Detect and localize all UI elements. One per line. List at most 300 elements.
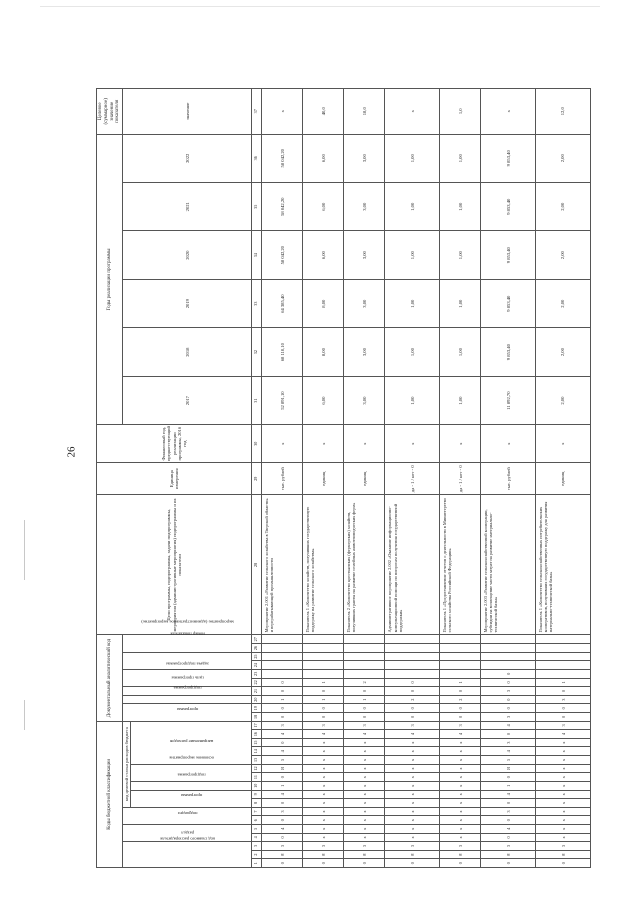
header-year-2021: 2021 bbox=[123, 183, 252, 231]
scan-artifact-margin bbox=[24, 700, 25, 730]
row-value-2018: 9 853,40 bbox=[481, 328, 536, 376]
code-cell bbox=[440, 669, 481, 678]
code-cell: х bbox=[440, 833, 481, 842]
row-unit: да - 1 / нет - 0 bbox=[385, 463, 440, 495]
row-value-2018: 8,00 bbox=[303, 328, 344, 376]
code-cell: 3 bbox=[536, 695, 591, 704]
code-cell bbox=[440, 652, 481, 661]
code-cell: 0 bbox=[481, 678, 536, 687]
code-cell bbox=[262, 644, 303, 653]
code-cell: 3 bbox=[536, 721, 591, 730]
column-index-34: 34 bbox=[252, 231, 262, 279]
row-name: Показатель 1 «Количество хозяйств, получивших государственную поддержку на развитие сельского хозяйства» bbox=[303, 495, 344, 635]
code-cell: 4 bbox=[303, 730, 344, 739]
row-value-2020: 1,00 bbox=[440, 231, 481, 279]
column-index-13: 13 bbox=[252, 756, 262, 765]
code-cell: 3 bbox=[385, 842, 440, 851]
column-index-8: 8 bbox=[252, 799, 262, 808]
code-cell: 1 bbox=[303, 695, 344, 704]
column-index-6: 6 bbox=[252, 816, 262, 825]
code-cell: 0 bbox=[481, 730, 536, 739]
column-index-10: 10 bbox=[252, 781, 262, 790]
column-index-14: 14 bbox=[252, 747, 262, 756]
code-cell: х bbox=[536, 790, 591, 799]
code-cell: х bbox=[344, 790, 385, 799]
code-cell: х bbox=[440, 799, 481, 808]
column-index-12: 12 bbox=[252, 764, 262, 773]
table-row bbox=[262, 89, 303, 868]
page-number: 26 bbox=[65, 446, 78, 458]
code-cell: х bbox=[385, 747, 440, 756]
column-index-31: 31 bbox=[252, 376, 262, 424]
code-cell: х bbox=[303, 764, 344, 773]
code-cell: х bbox=[344, 747, 385, 756]
code-cell: 4 bbox=[481, 747, 536, 756]
code-cell: 0 bbox=[262, 713, 303, 722]
row-value-2021: 1,00 bbox=[385, 183, 440, 231]
row-name: Административное мероприятие 2.002 «Оказание информационно-консультационной помощи по вопросам получения государственной поддержки» bbox=[385, 495, 440, 635]
row-unit: да - 1 / нет - 0 bbox=[440, 463, 481, 495]
code-cell: 2 bbox=[385, 695, 440, 704]
code-cell: 3 bbox=[262, 721, 303, 730]
header-document-code: Документальный аналитический код bbox=[97, 635, 123, 721]
row-value-2017: 2,00 bbox=[536, 376, 591, 424]
header-grbs: код главного распорядителя bbox=[123, 842, 252, 868]
code-cell: х bbox=[303, 824, 344, 833]
code-cell: х bbox=[344, 773, 385, 782]
code-cell: х bbox=[303, 773, 344, 782]
code-cell: 3 bbox=[481, 807, 536, 816]
code-cell: 1 bbox=[440, 678, 481, 687]
row-value-2021: 58 042,20 bbox=[262, 183, 303, 231]
code-cell: 3 bbox=[385, 721, 440, 730]
column-index-22: 22 bbox=[252, 678, 262, 687]
code-cell bbox=[344, 661, 385, 670]
row-name: Показатель 1 «Предоставление отчетов о деятельности в Министерство сельского хозяйства Российской Федерации» bbox=[440, 495, 481, 635]
code-cell: 0 bbox=[481, 859, 536, 868]
row-value-2020: 9 853,40 bbox=[481, 231, 536, 279]
code-cell: 4 bbox=[344, 730, 385, 739]
column-index-5: 5 bbox=[252, 824, 262, 833]
code-cell: х bbox=[440, 790, 481, 799]
code-cell: х bbox=[385, 756, 440, 765]
code-cell: 0 bbox=[262, 816, 303, 825]
column-index-36: 36 bbox=[252, 134, 262, 182]
code-cell: 0 bbox=[303, 704, 344, 713]
code-cell: 3 bbox=[303, 842, 344, 851]
header-year-2018: 2018 bbox=[123, 328, 252, 376]
column-index-25: 25 bbox=[252, 652, 262, 661]
header-years: Годы реализации программы bbox=[97, 134, 123, 425]
column-index-24: 24 bbox=[252, 661, 262, 670]
code-cell: 0 bbox=[262, 678, 303, 687]
row-value-2019: 64 385,40 bbox=[262, 279, 303, 327]
header-cel: цель программы bbox=[123, 687, 252, 696]
code-cell: 4 bbox=[385, 730, 440, 739]
row-value-2021: 1,00 bbox=[440, 183, 481, 231]
code-cell: х bbox=[440, 816, 481, 825]
column-index-15: 15 bbox=[252, 738, 262, 747]
code-cell: х bbox=[440, 738, 481, 747]
code-cell: 8 bbox=[481, 850, 536, 859]
column-index-23: 23 bbox=[252, 669, 262, 678]
code-cell: 3 bbox=[481, 713, 536, 722]
code-cell bbox=[303, 644, 344, 653]
row-unit: единиц bbox=[536, 463, 591, 495]
code-cell bbox=[536, 635, 591, 644]
code-cell: 3 bbox=[481, 842, 536, 851]
row-name: Показатель 2 «Количество крестьянских (фермерских) хозяйств, получивших гранты на развитие семейных животноводческих ферм» bbox=[344, 495, 385, 635]
code-cell: 0 bbox=[262, 773, 303, 782]
row-value-2021: 2,00 bbox=[536, 183, 591, 231]
code-cell bbox=[262, 661, 303, 670]
code-cell: х bbox=[303, 756, 344, 765]
code-cell: 0 bbox=[440, 859, 481, 868]
column-index-4: 4 bbox=[252, 833, 262, 842]
column-index-16: 16 bbox=[252, 730, 262, 739]
column-index-32: 32 bbox=[252, 328, 262, 376]
document-table-area bbox=[96, 88, 591, 868]
code-cell: 0 bbox=[536, 704, 591, 713]
code-cell: 4 bbox=[536, 730, 591, 739]
column-index-27: 27 bbox=[252, 635, 262, 644]
row-name: Мероприятие 2.003 «Развитие сельскохозяйственной кооперации, субсидии на возмещение части затрат на развитие материально-технической базы» bbox=[481, 495, 536, 635]
code-cell: х bbox=[344, 764, 385, 773]
code-cell: 4 bbox=[481, 824, 536, 833]
header-osn-meropr: основное мероприятие bbox=[131, 764, 252, 781]
row-value-2017: 1,00 bbox=[385, 376, 440, 424]
code-cell: х bbox=[385, 773, 440, 782]
row-value-2019: 1,00 bbox=[440, 279, 481, 327]
code-cell bbox=[536, 652, 591, 661]
code-cell: х bbox=[536, 833, 591, 842]
column-index-29: 29 bbox=[252, 463, 262, 495]
row-fin-year: х bbox=[536, 425, 591, 463]
code-cell bbox=[303, 635, 344, 644]
header-podrazdel: подраздел bbox=[123, 807, 252, 824]
code-cell: х bbox=[385, 816, 440, 825]
row-final-value: 1,0 bbox=[440, 89, 481, 135]
code-cell bbox=[440, 661, 481, 670]
column-index-1: 1 bbox=[252, 859, 262, 868]
table-row bbox=[303, 89, 344, 868]
code-cell: х bbox=[440, 756, 481, 765]
code-cell: х bbox=[440, 781, 481, 790]
row-value-2022: 3,00 bbox=[344, 134, 385, 182]
code-cell: х bbox=[440, 773, 481, 782]
header-name: Цели программы, подпрограммы, задачи подпрограммы, мероприятия (административные мероприятия) подпрограммы и их показатели bbox=[97, 495, 252, 635]
code-cell: 8 bbox=[262, 850, 303, 859]
code-cell: х bbox=[385, 790, 440, 799]
row-value-2022: 1,00 bbox=[385, 134, 440, 182]
row-value-2022: 1,00 bbox=[440, 134, 481, 182]
code-cell: 0 bbox=[385, 687, 440, 696]
column-index-7: 7 bbox=[252, 807, 262, 816]
code-cell bbox=[344, 635, 385, 644]
scan-artifact-top bbox=[40, 6, 600, 7]
code-cell: 0 bbox=[262, 799, 303, 808]
row-value-2021: 3,00 bbox=[344, 183, 385, 231]
row-value-2017: 3,00 bbox=[344, 376, 385, 424]
header-meropriyatie: мероприятие (административное мероприятие) bbox=[123, 652, 252, 669]
row-value-2020: 3,00 bbox=[344, 231, 385, 279]
code-cell: 0 bbox=[344, 704, 385, 713]
row-final-value: 12,0 bbox=[536, 89, 591, 135]
row-fin-year: х bbox=[440, 425, 481, 463]
code-cell: 0 bbox=[344, 687, 385, 696]
code-cell: 4 bbox=[262, 824, 303, 833]
header-pokazatel: номер показателя bbox=[123, 635, 252, 652]
code-cell: 3 bbox=[262, 807, 303, 816]
code-cell bbox=[303, 669, 344, 678]
row-value-2019: 8,00 bbox=[303, 279, 344, 327]
code-cell: 0 bbox=[536, 687, 591, 696]
code-cell bbox=[303, 652, 344, 661]
header-year-2019: 2019 bbox=[123, 279, 252, 327]
row-value-2018: 2,00 bbox=[536, 328, 591, 376]
code-cell: Я bbox=[481, 764, 536, 773]
code-cell: 0 bbox=[303, 687, 344, 696]
row-unit: единиц bbox=[344, 463, 385, 495]
code-cell bbox=[385, 652, 440, 661]
code-cell: х bbox=[536, 824, 591, 833]
code-cell: 3 bbox=[440, 721, 481, 730]
column-index-28: 28 bbox=[252, 495, 262, 635]
row-value-2017: 1,00 bbox=[440, 376, 481, 424]
code-cell: 0 bbox=[262, 738, 303, 747]
header-programma: программа bbox=[131, 790, 252, 807]
column-index-9: 9 bbox=[252, 790, 262, 799]
column-index-11: 11 bbox=[252, 773, 262, 782]
column-index-30: 30 bbox=[252, 425, 262, 463]
code-cell: х bbox=[385, 781, 440, 790]
code-cell: 4 bbox=[262, 790, 303, 799]
column-index-3: 3 bbox=[252, 842, 262, 851]
header-napravlenie: направление расходов bbox=[131, 721, 252, 764]
table-row bbox=[440, 89, 481, 868]
code-cell: х bbox=[344, 816, 385, 825]
code-cell bbox=[481, 661, 536, 670]
row-final-value: 18,0 bbox=[344, 89, 385, 135]
table-row bbox=[344, 89, 385, 868]
row-final-value: 40,0 bbox=[303, 89, 344, 135]
code-cell: 1 bbox=[262, 695, 303, 704]
row-value-2018: 68 110,10 bbox=[262, 328, 303, 376]
row-value-2019: 9 853,40 bbox=[481, 279, 536, 327]
row-value-2019: 1,00 bbox=[385, 279, 440, 327]
code-cell: х bbox=[440, 747, 481, 756]
code-cell: х bbox=[440, 764, 481, 773]
code-cell bbox=[440, 644, 481, 653]
program-table bbox=[96, 88, 591, 868]
code-cell: х bbox=[344, 807, 385, 816]
code-cell: х bbox=[303, 799, 344, 808]
code-cell: х bbox=[303, 738, 344, 747]
row-fin-year: х bbox=[262, 425, 303, 463]
code-cell: 3 bbox=[303, 721, 344, 730]
code-cell: 1 bbox=[303, 678, 344, 687]
code-cell bbox=[481, 652, 536, 661]
code-cell: 3 bbox=[481, 687, 536, 696]
row-value-2019: 2,00 bbox=[536, 279, 591, 327]
row-value-2018: 1,00 bbox=[440, 328, 481, 376]
code-cell: 0 bbox=[344, 713, 385, 722]
column-index-33: 33 bbox=[252, 279, 262, 327]
code-cell: х bbox=[344, 799, 385, 808]
code-cell: 3 bbox=[536, 842, 591, 851]
code-cell: 4 bbox=[440, 730, 481, 739]
row-fin-year: х bbox=[344, 425, 385, 463]
code-cell: х bbox=[536, 747, 591, 756]
code-cell: х bbox=[536, 773, 591, 782]
row-value-2020: 58 042,20 bbox=[262, 231, 303, 279]
code-cell: х bbox=[385, 799, 440, 808]
code-cell bbox=[262, 652, 303, 661]
row-value-2018: 3,00 bbox=[344, 328, 385, 376]
code-cell: х bbox=[536, 764, 591, 773]
column-index-26: 26 bbox=[252, 644, 262, 653]
code-cell: 3 bbox=[440, 842, 481, 851]
code-cell: х bbox=[344, 738, 385, 747]
code-cell: 0 bbox=[481, 799, 536, 808]
code-cell bbox=[262, 669, 303, 678]
code-cell: 2 bbox=[440, 695, 481, 704]
code-cell: Я bbox=[262, 764, 303, 773]
row-unit: единиц bbox=[303, 463, 344, 495]
row-value-2020: 1,00 bbox=[385, 231, 440, 279]
code-cell: 0 bbox=[262, 704, 303, 713]
row-value-2018: 1,00 bbox=[385, 328, 440, 376]
row-value-2021: 9 853,40 bbox=[481, 183, 536, 231]
code-cell: 1 bbox=[344, 695, 385, 704]
row-value-2021: 6,00 bbox=[303, 183, 344, 231]
code-cell bbox=[536, 644, 591, 653]
header-year-2017: 2017 bbox=[123, 376, 252, 424]
code-cell: 4 bbox=[481, 721, 536, 730]
code-cell: 0 bbox=[440, 687, 481, 696]
code-cell: 2 bbox=[344, 678, 385, 687]
column-index-37: 37 bbox=[252, 89, 262, 135]
code-cell: 1 bbox=[536, 678, 591, 687]
header-year-2020: 2020 bbox=[123, 231, 252, 279]
code-cell bbox=[262, 635, 303, 644]
code-cell: х bbox=[536, 756, 591, 765]
row-unit: тыс. рублей bbox=[481, 463, 536, 495]
code-cell: 0 bbox=[481, 833, 536, 842]
code-cell: 8 bbox=[385, 850, 440, 859]
code-cell: 0 bbox=[481, 669, 536, 678]
code-cell: 0 bbox=[481, 816, 536, 825]
code-cell bbox=[344, 644, 385, 653]
code-cell: 0 bbox=[262, 687, 303, 696]
row-fin-year: х bbox=[303, 425, 344, 463]
code-cell: х bbox=[440, 807, 481, 816]
header-razdel: раздел bbox=[123, 824, 252, 841]
code-cell: х bbox=[344, 756, 385, 765]
code-cell: 0 bbox=[481, 695, 536, 704]
code-cell bbox=[385, 644, 440, 653]
code-cell: х bbox=[303, 816, 344, 825]
code-cell: 3 bbox=[262, 842, 303, 851]
code-cell: 0 bbox=[385, 713, 440, 722]
code-cell: 8 bbox=[536, 850, 591, 859]
row-name: Показатель 1 «Количество сельскохозяйственных потребительских кооперативов, получивших государственную поддержку для развития материально-технической базы» bbox=[536, 495, 591, 635]
row-value-2019: 3,00 bbox=[344, 279, 385, 327]
header-final-value: значение bbox=[123, 89, 252, 135]
code-cell bbox=[303, 661, 344, 670]
code-cell: 0 bbox=[385, 678, 440, 687]
code-cell: 8 bbox=[303, 850, 344, 859]
code-cell bbox=[344, 669, 385, 678]
code-cell: 3 bbox=[481, 738, 536, 747]
code-cell: 3 bbox=[344, 842, 385, 851]
code-cell bbox=[344, 652, 385, 661]
header-podprogramma: подпрограмма bbox=[131, 781, 252, 790]
code-cell: х bbox=[344, 781, 385, 790]
code-cell: 0 bbox=[344, 859, 385, 868]
table-row bbox=[385, 89, 440, 868]
code-cell: 0 bbox=[536, 713, 591, 722]
code-cell: х bbox=[303, 781, 344, 790]
row-value-2020: 2,00 bbox=[536, 231, 591, 279]
header-zadacha: задача подпрограммы bbox=[123, 669, 252, 686]
code-cell: 1 bbox=[481, 781, 536, 790]
scan-artifact-margin bbox=[24, 520, 25, 580]
row-value-2022: 58 042,20 bbox=[262, 134, 303, 182]
code-cell: 0 bbox=[481, 773, 536, 782]
code-cell: х bbox=[536, 781, 591, 790]
column-index-20: 20 bbox=[252, 695, 262, 704]
header-kod-group: код целевой статьи расходов бюджета bbox=[123, 721, 131, 807]
code-cell: 0 bbox=[385, 859, 440, 868]
row-value-2017: 52 891,10 bbox=[262, 376, 303, 424]
row-value-2022: 9 853,40 bbox=[481, 134, 536, 182]
row-final-value: х bbox=[262, 89, 303, 135]
column-index-21: 21 bbox=[252, 687, 262, 696]
code-cell bbox=[481, 635, 536, 644]
header-doc-programma: программа bbox=[123, 704, 252, 721]
table-row bbox=[536, 89, 591, 868]
code-cell bbox=[440, 635, 481, 644]
code-cell: 4 bbox=[262, 747, 303, 756]
code-cell: х bbox=[385, 807, 440, 816]
code-cell: х bbox=[344, 824, 385, 833]
table-row bbox=[481, 89, 536, 868]
code-cell: х bbox=[536, 738, 591, 747]
header-final: Целевое (суммарное) значение показателя bbox=[97, 89, 123, 135]
code-cell: 0 bbox=[481, 704, 536, 713]
code-cell: х bbox=[385, 764, 440, 773]
code-cell: х bbox=[385, 833, 440, 842]
code-cell: 0 bbox=[536, 859, 591, 868]
row-fin-year: х bbox=[481, 425, 536, 463]
code-cell: 1 bbox=[262, 781, 303, 790]
code-cell: 5 bbox=[262, 756, 303, 765]
row-unit: тыс. рублей bbox=[262, 463, 303, 495]
code-cell bbox=[536, 661, 591, 670]
code-cell bbox=[385, 635, 440, 644]
row-final-value: х bbox=[385, 89, 440, 135]
header-budget-codes: Коды бюджетной классификации bbox=[97, 721, 123, 867]
header-year-2022: 2022 bbox=[123, 134, 252, 182]
row-final-value: х bbox=[481, 89, 536, 135]
code-cell: х bbox=[303, 790, 344, 799]
code-cell: 0 bbox=[262, 833, 303, 842]
rotated-landscape-page bbox=[96, 88, 591, 868]
code-cell: х bbox=[440, 824, 481, 833]
code-cell: х bbox=[536, 816, 591, 825]
code-cell: х bbox=[344, 833, 385, 842]
